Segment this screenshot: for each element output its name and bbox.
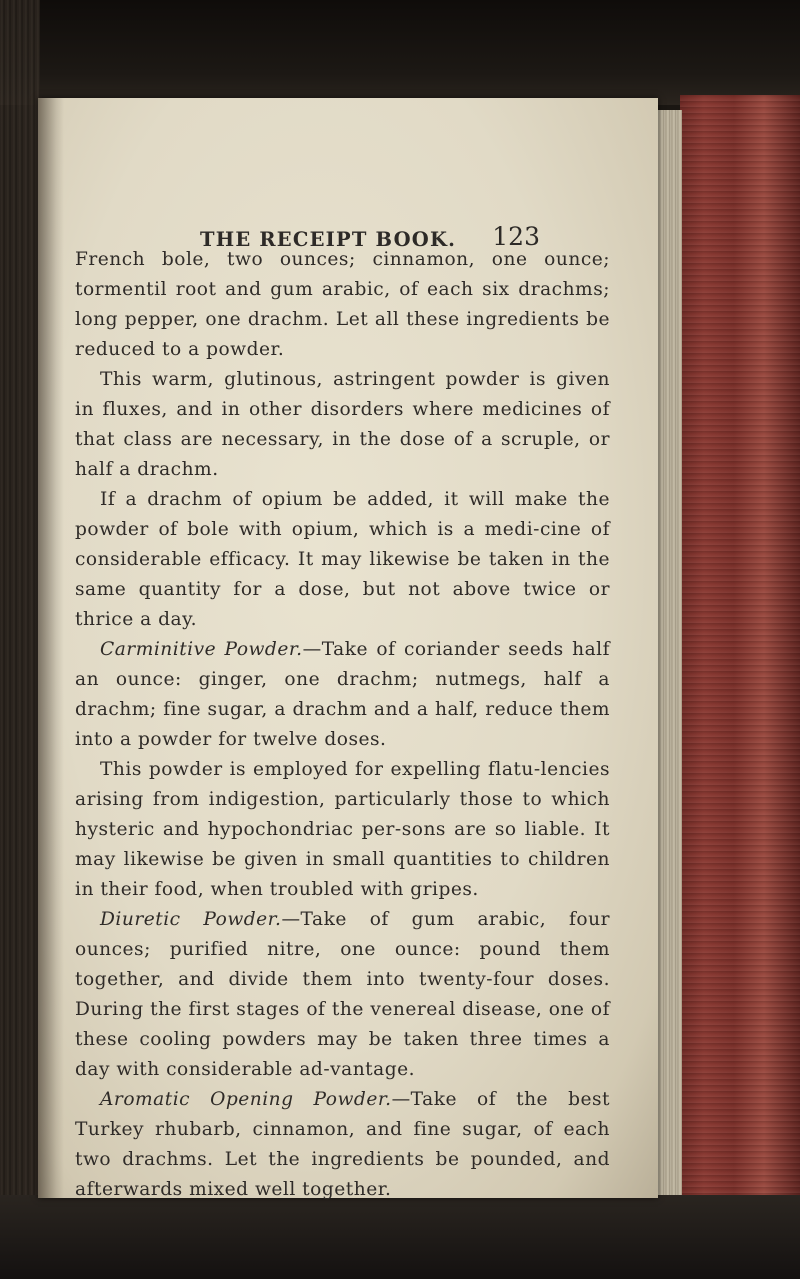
paragraph: [75, 245, 610, 365]
paragraph-text: French bole, two ounces; cinnamon, one ounce; tormentil root and gum arabic, of each six drachms; long pepper, one drachm. Let all these ingredients be reduced to a powder.: [75, 249, 610, 360]
paragraph-text: —Take of gum arabic, four ounces; purified nitre, one ounce: pound them together, and divide them into twenty-four doses. During the first stages of the venereal disease, one of these cooling powders may be taken three times a day with considerable ad-vantage.: [75, 909, 610, 1080]
paragraph-text: This warm, glutinous, astringent powder is given in fluxes, and in other disorders where medicines of that class are necessary, in the dose of a scruple, or half a drachm.: [75, 369, 610, 480]
page-body: [75, 245, 610, 1205]
paragraph-text: —Take of coriander seeds half an ounce: ginger, one drachm; nutmegs, half a drachm; fine sugar, a drachm and a half, reduce them into a powder for twelve doses.: [75, 639, 610, 750]
background-top: [0, 0, 800, 105]
page-number: 123: [492, 222, 540, 251]
paragraph: [75, 755, 610, 905]
paragraph-heading: Carminitive Powder.: [100, 639, 303, 660]
paragraph-heading: Diuretic Powder.: [100, 909, 282, 930]
paragraph-heading: Aromatic Opening Powder.: [100, 1089, 392, 1110]
gutter-shadow: [38, 98, 64, 1198]
paragraph-text: —Take of the best Turkey rhubarb, cinnamon, and fine sugar, of each two drachms. Let the ingredients be pounded, and afterwards mixed well together.: [75, 1089, 610, 1200]
paragraph: [75, 635, 610, 755]
binding-left-edge: [0, 0, 40, 1279]
book-cover-right: [680, 95, 800, 1205]
paragraph: [75, 365, 610, 485]
paragraph: [75, 1085, 610, 1205]
paragraph-text: This powder is employed for expelling flatu-lencies arising from indigestion, particularly those to which hysteric and hypochondriac per-sons are so liable. It may likewise be given in small quantities to children in their food, when troubled with gripes.: [75, 759, 610, 900]
background-bottom: [0, 1195, 800, 1279]
paragraph: [75, 905, 610, 1085]
running-head: THE RECEIPT BOOK.: [200, 228, 457, 251]
paragraph: [75, 485, 610, 635]
paragraph-text: If a drachm of opium be added, it will make the powder of bole with opium, which is a medi-cine of considerable efficacy. It may likewise be taken in the same quantity for a dose, but not above twice or thrice a day.: [75, 489, 610, 630]
